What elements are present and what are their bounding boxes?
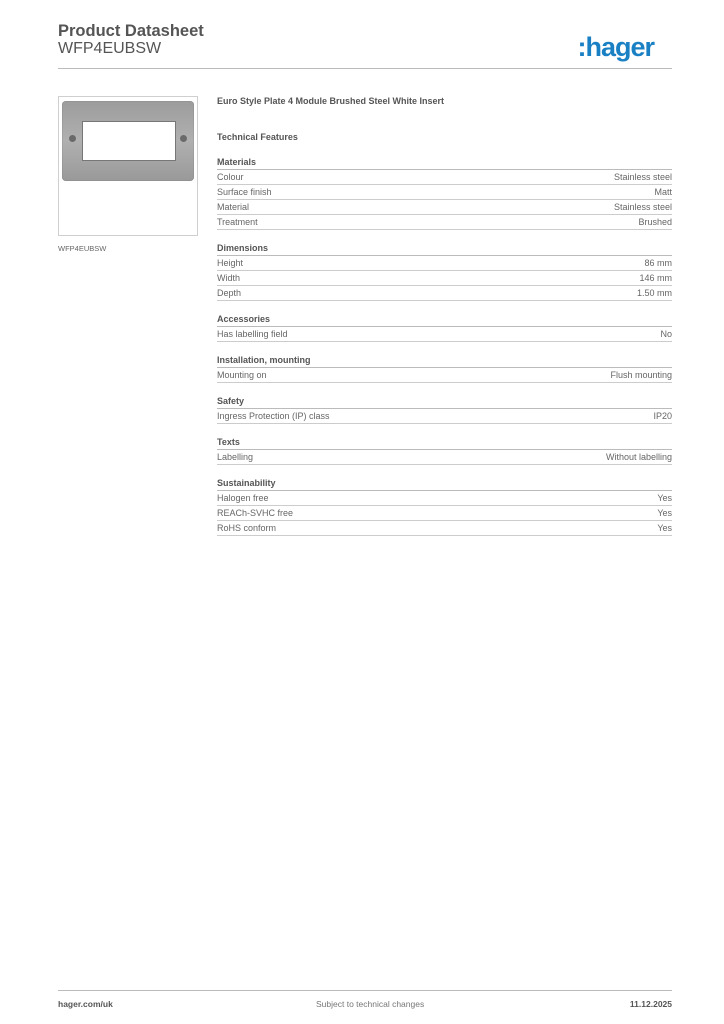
feature-value: Without labelling xyxy=(605,452,672,462)
section-dimensions xyxy=(217,242,672,301)
feature-label: Height xyxy=(217,258,244,268)
feature-label: Colour xyxy=(217,172,244,182)
feature-row xyxy=(217,450,672,465)
section-title: Accessories xyxy=(217,313,672,327)
feature-row xyxy=(217,185,672,200)
feature-label: Labelling xyxy=(217,452,254,462)
feature-label: Width xyxy=(217,273,241,283)
section-texts xyxy=(217,436,672,465)
feature-row xyxy=(217,170,672,185)
section-title: Installation, mounting xyxy=(217,354,672,368)
feature-label: RoHS conform xyxy=(217,523,277,533)
feature-label: Halogen free xyxy=(217,493,269,503)
feature-row xyxy=(217,286,672,301)
feature-row xyxy=(217,521,672,536)
footer-note: Subject to technical changes xyxy=(316,999,425,1009)
feature-value: Brushed xyxy=(638,217,672,227)
feature-row xyxy=(217,215,672,230)
feature-row xyxy=(217,271,672,286)
section-accessories xyxy=(217,313,672,342)
page-header xyxy=(58,22,672,70)
feature-row xyxy=(217,409,672,424)
section-materials xyxy=(217,156,672,230)
feature-row xyxy=(217,200,672,215)
white-insert xyxy=(82,121,176,161)
feature-sections xyxy=(217,156,672,536)
feature-value: Stainless steel xyxy=(613,172,672,182)
feature-row xyxy=(217,327,672,342)
feature-row xyxy=(217,256,672,271)
feature-label: Depth xyxy=(217,288,242,298)
technical-features-heading: Technical Features xyxy=(217,132,298,142)
product-image xyxy=(58,96,198,236)
section-title: Safety xyxy=(217,395,672,409)
document-title: Product Datasheet xyxy=(58,22,204,40)
feature-value: IP20 xyxy=(653,411,672,421)
feature-value: 146 mm xyxy=(639,273,672,283)
header-divider xyxy=(58,68,672,69)
screw-left-icon xyxy=(69,135,76,142)
feature-value: Stainless steel xyxy=(613,202,672,212)
feature-value: 86 mm xyxy=(644,258,672,268)
plate-illustration xyxy=(62,101,194,181)
feature-row xyxy=(217,491,672,506)
feature-value: Yes xyxy=(657,523,672,533)
product-code: WFP4EUBSW xyxy=(58,40,162,57)
feature-label: Material xyxy=(217,202,250,212)
feature-label: Surface finish xyxy=(217,187,272,197)
section-safety xyxy=(217,395,672,424)
feature-value: Matt xyxy=(654,187,672,197)
image-caption: WFP4EUBSW xyxy=(58,244,107,253)
section-title: Texts xyxy=(217,436,672,450)
feature-value: 1.50 mm xyxy=(636,288,672,298)
product-name: Euro Style Plate 4 Module Brushed Steel White Insert xyxy=(217,96,445,106)
section-title: Sustainability xyxy=(217,477,672,491)
footer-date: 11.12.2025 xyxy=(629,999,672,1009)
footer-website: hager.com/uk xyxy=(58,999,113,1009)
feature-row xyxy=(217,368,672,383)
feature-row xyxy=(217,506,672,521)
feature-value: No xyxy=(660,329,672,339)
section-title: Dimensions xyxy=(217,242,672,256)
section-title: Materials xyxy=(217,156,672,170)
feature-label: Ingress Protection (IP) class xyxy=(217,411,330,421)
feature-value: Yes xyxy=(657,493,672,503)
datasheet-content xyxy=(217,94,672,536)
feature-label: Mounting on xyxy=(217,370,267,380)
feature-label: Treatment xyxy=(217,217,258,227)
footer-divider xyxy=(58,990,672,991)
hager-logo: :hager xyxy=(577,32,654,62)
feature-value: Flush mounting xyxy=(610,370,672,380)
section-installation-mounting xyxy=(217,354,672,383)
feature-label: Has labelling field xyxy=(217,329,288,339)
feature-value: Yes xyxy=(657,508,672,518)
feature-label: REACh-SVHC free xyxy=(217,508,294,518)
screw-right-icon xyxy=(180,135,187,142)
section-sustainability xyxy=(217,477,672,536)
